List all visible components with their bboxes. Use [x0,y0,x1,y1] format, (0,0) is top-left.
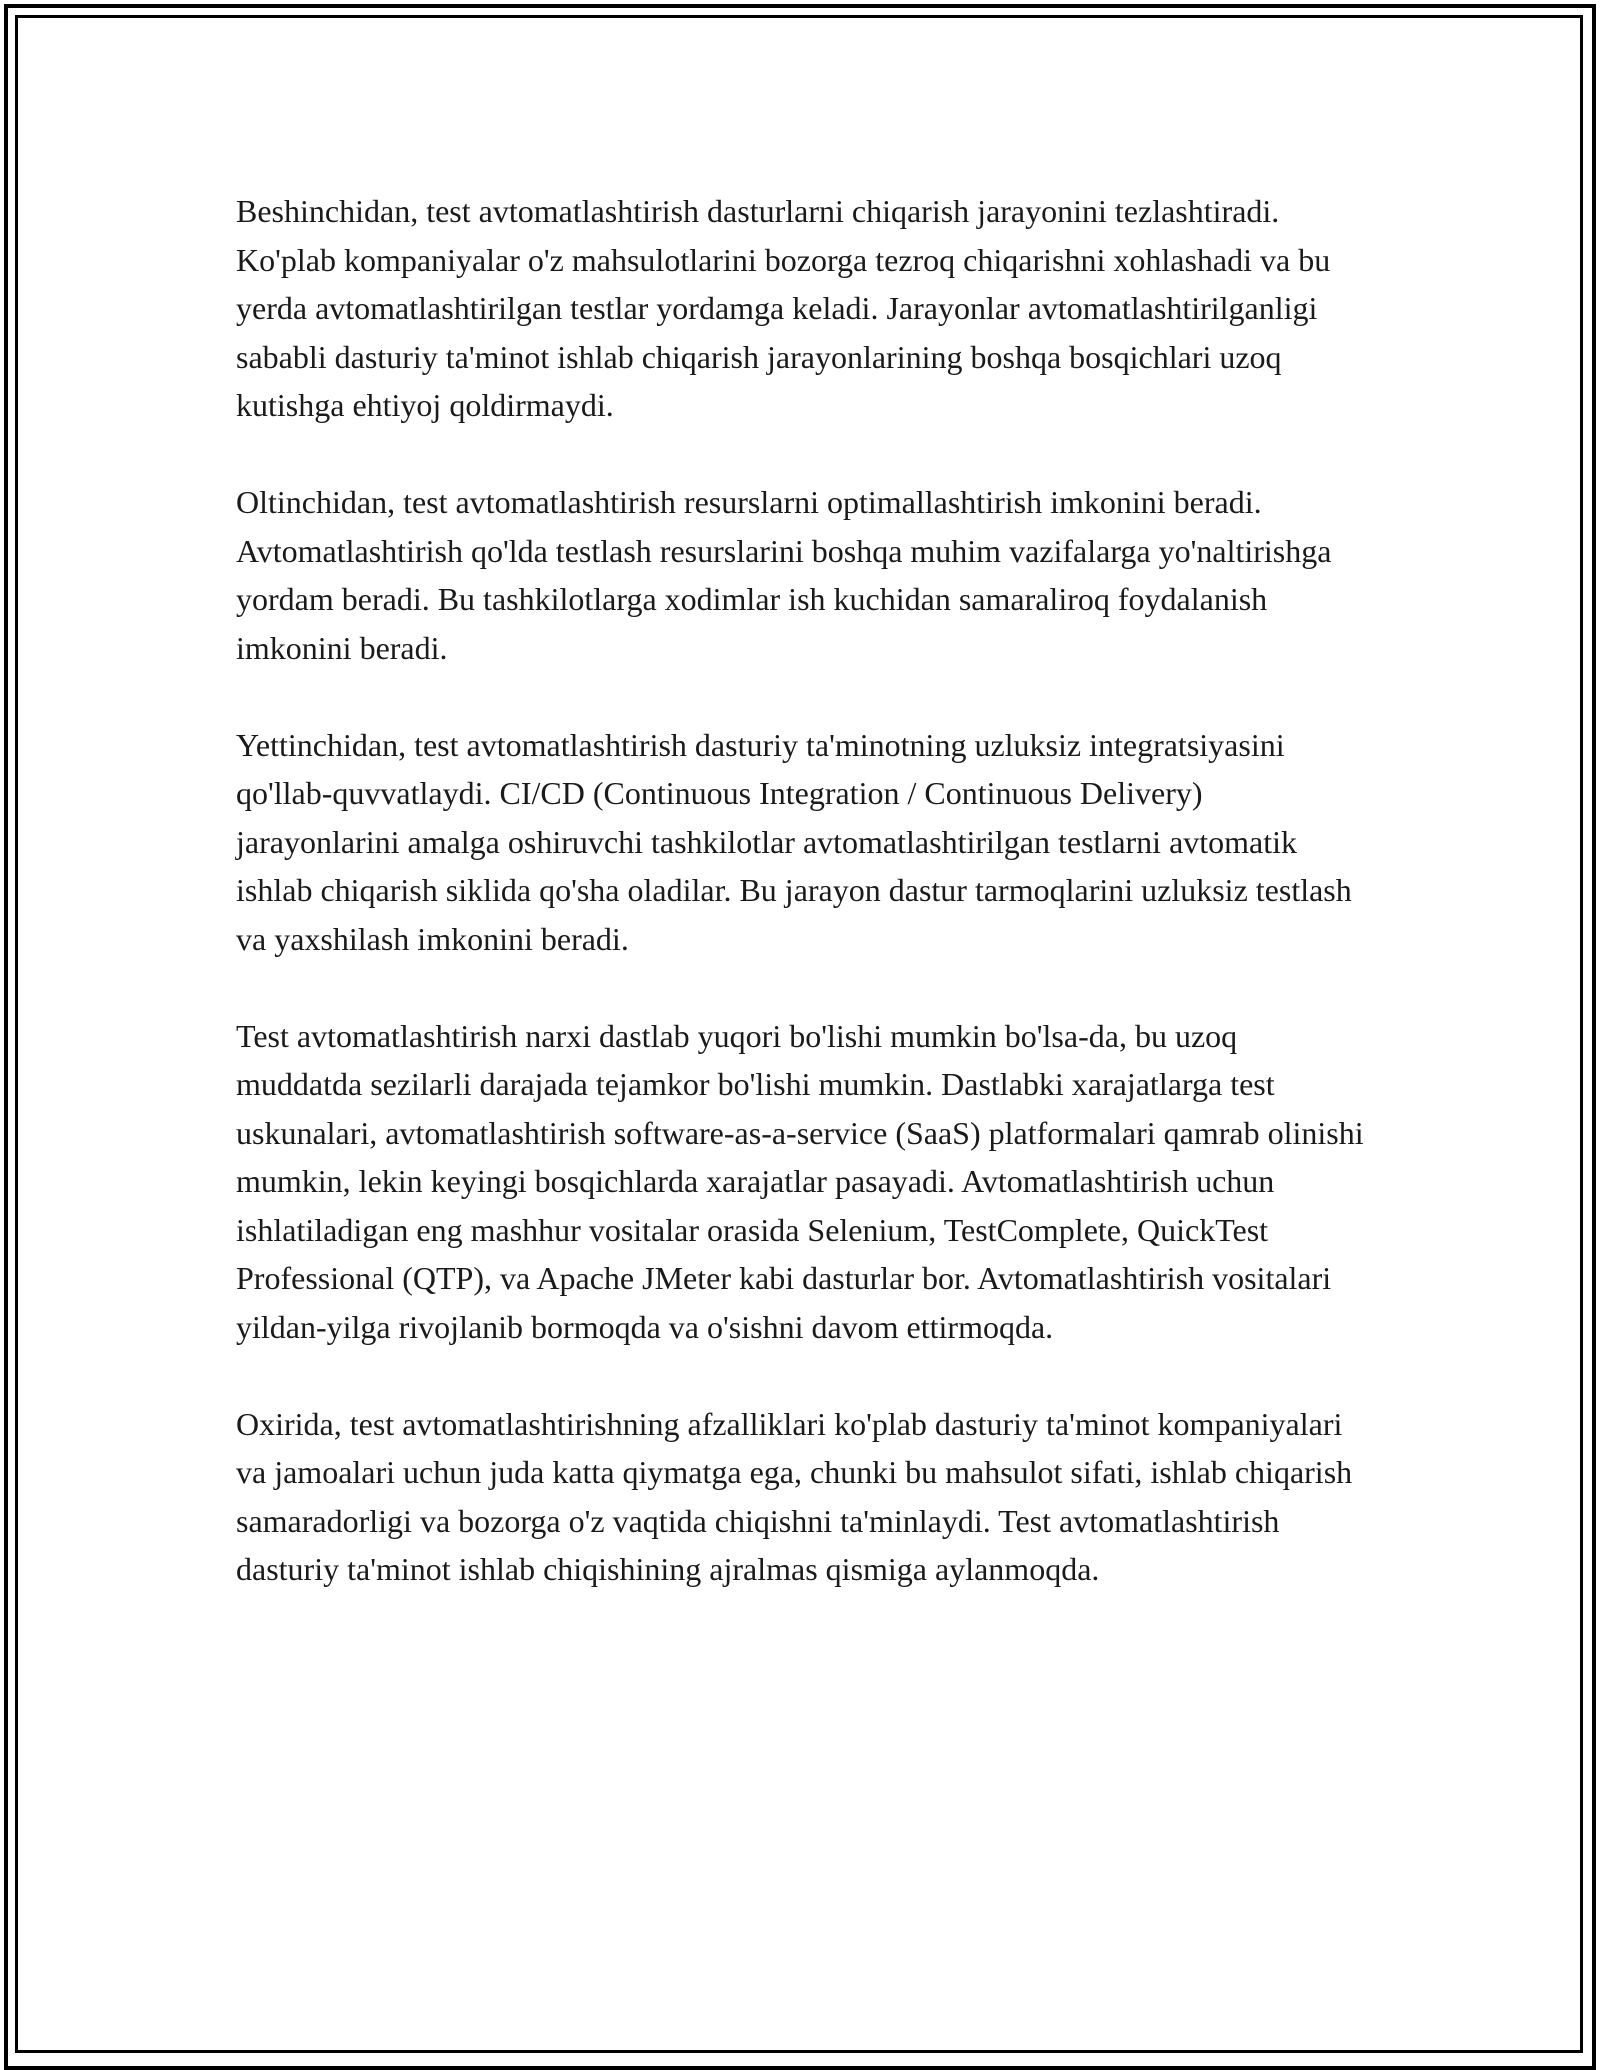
document-body [236,187,1366,1642]
paragraph-2: Oltinchidan, test avtomatlashtirish resurslarni optimallashtirish imkonini beradi. Avtomatlashtirish qo'lda testlash resurslarini boshqa muhim vazifalarga yo'naltirishga yordam beradi. Bu tashkilotlarga xodimlar ish kuchidan samaraliroq foydalanish imkonini beradi. [236,484,1332,666]
paragraph-4: Test avtomatlashtirish narxi dastlab yuqori bo'lishi mumkin bo'lsa-da, bu uzoq muddatda sezilarli darajada tejamkor bo'lishi mumkin. Dastlabki xarajatlarga test uskunalari, avtomatlashtirish software-as-a-service (SaaS) platformalari qamrab olinishi mumkin, lekin keyingi bosqichlarda xarajatlar pasayadi. Avtomatlashtirish uchun ishlatiladigan eng mashhur vositalar orasida Selenium, TestComplete, QuickTest Professional (QTP), va Apache JMeter kabi dasturlar bor. Avtomatlashtirish vositalari yildan-yilga rivojlanib bormoqda va o'sishni davom ettirmoqda. [236,1017,1364,1345]
paragraph-5: Oxirida, test avtomatlashtirishning afzalliklari ko'plab dasturiy ta'minot kompaniyalari va jamoalari uchun juda katta qiymatga ega, chunki bu mahsulot sifati, ishlab chiqarish samaradorligi va bozorga o'z vaqtida chiqishni ta'minlaydi. Test avtomatlashtirish dasturiy ta'minot ishlab chiqishining ajralmas qismiga aylanmoqda. [236,1405,1353,1587]
paragraph-3: Yettinchidan, test avtomatlashtirish dasturiy ta'minotning uzluksiz integratsiyasini qo'llab-quvvatlaydi. CI/CD (Continuous Integration / Continuous Delivery) jarayonlarini amalga oshiruvchi tashkilotlar avtomatlashtirilgan testlarni avtomatik ishlab chiqarish siklida qo'sha oladilar. Bu jarayon dastur tarmoqlarini uzluksiz testlash va yaxshilash imkonini beradi. [236,726,1352,957]
paragraph-1: Beshinchidan, test avtomatlashtirish dasturlarni chiqarish jarayonini tezlashtiradi. Ko'plab kompaniyalar o'z mahsulotlarini bozorga tezroq chiqarishni xohlashadi va bu yerda avtomatlashtirilgan testlar yordamga keladi. Jarayonlar avtomatlashtirilganligi sababli dasturiy ta'minot ishlab chiqarish jarayonlarining boshqa bosqichlari uzoq kutishga ehtiyoj qoldirmaydi. [236,193,1331,423]
